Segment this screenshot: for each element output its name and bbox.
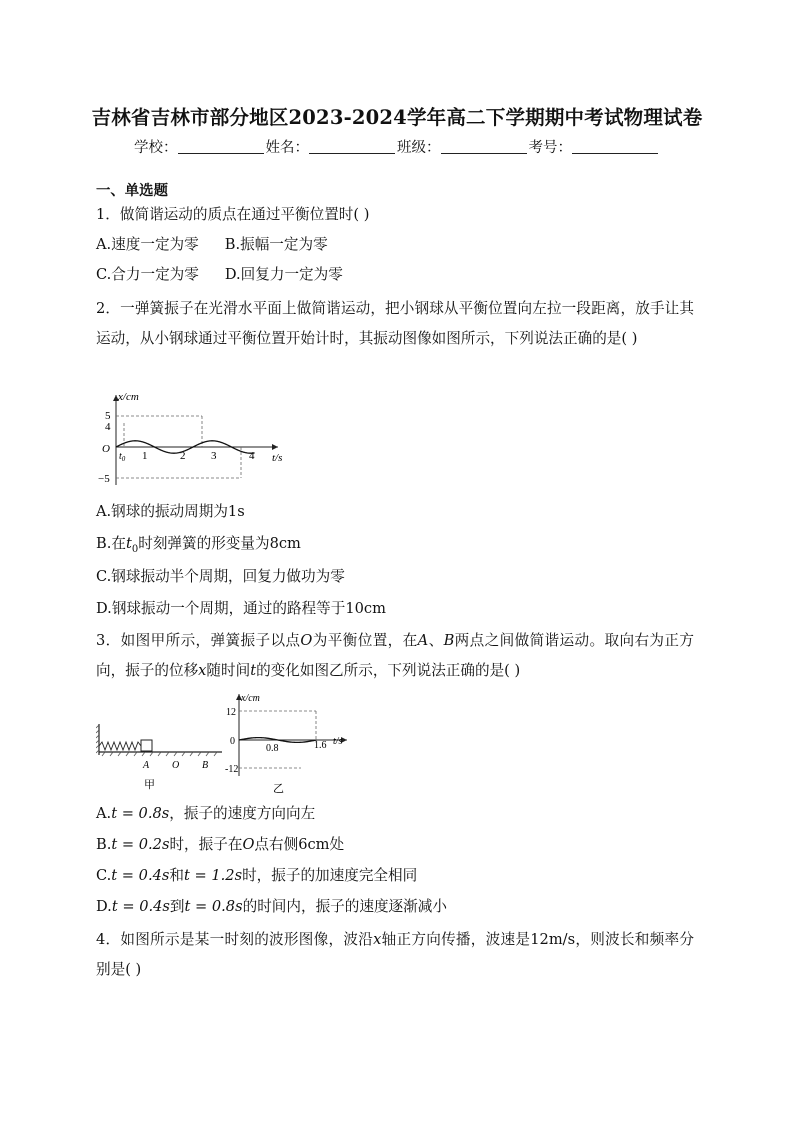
q1-option-a[interactable]: A.速度一定为零 (96, 236, 199, 253)
q3-option-d[interactable]: D.t = 0.4s到t = 0.8s的时间内，振子的速度逐渐减小 (96, 898, 447, 915)
q3-caption-yi: 乙 (273, 783, 284, 795)
q3-spring (99, 742, 141, 750)
q3-xtick-1.6: 1.6 (314, 740, 327, 751)
number-blank[interactable] (572, 139, 658, 154)
class-label: 班级： (397, 140, 441, 156)
q3-option-a[interactable]: A.t = 0.8s，振子的速度方向向左 (96, 805, 316, 822)
student-info-row (0, 136, 794, 157)
q2-xlabel: t/s (272, 452, 283, 464)
q4-stem: 4．如图所示是某一时刻的波形图像，波沿x轴正方向传播，波速是12m/s，则波长和频率分别是( ) (96, 931, 694, 978)
q1-stem: 1．做简谐运动的质点在通过平衡位置时( ) (96, 206, 370, 223)
q3-block (141, 740, 152, 751)
q3-ytick-12: 12 (226, 707, 236, 718)
q3-option-b[interactable]: B.t = 0.2s时，振子在O点右侧6cm处 (96, 836, 345, 853)
q3-ytick-neg12: -12 (225, 764, 239, 775)
q3-figure-yi (225, 688, 355, 798)
q3-label-a: A (143, 760, 150, 771)
name-label: 姓名： (265, 140, 309, 156)
q2-xtick-4: 4 (249, 450, 255, 462)
q3-figure-jia (96, 722, 226, 794)
q2-vibration-graph (98, 390, 288, 490)
q1-option-c[interactable]: C.合力一定为零 (96, 266, 199, 283)
number-label: 考号： (528, 140, 572, 156)
q1-option-b[interactable]: B.振幅一定为零 (224, 236, 328, 253)
section-heading: 一、单选题 (96, 182, 168, 199)
q3-label-b: B (202, 760, 209, 771)
q2-option-c[interactable]: C.钢球振动半个周期，回复力做功为零 (96, 568, 345, 585)
q2-option-b[interactable]: B.在$t_0$时刻弹簧的形变量为8cm (96, 535, 301, 555)
q1-option-d[interactable]: D.回复力一定为零 (224, 266, 343, 283)
q3-ytick-0: 0 (230, 736, 235, 747)
q3-xtick-0.8: 0.8 (266, 743, 279, 754)
name-blank[interactable] (309, 139, 395, 154)
school-label: 学校： (134, 140, 178, 156)
q3-label-o: O (172, 760, 180, 771)
q3-caption-jia: 甲 (144, 779, 155, 791)
q3-xlabel: t/s (333, 736, 343, 747)
q2-t0-label: $t_0$ (119, 451, 126, 463)
class-blank[interactable] (441, 139, 527, 154)
q2-option-a[interactable]: A.钢球的振动周期为1s (96, 503, 245, 520)
q2-xtick-2: 2 (180, 450, 186, 462)
q2-x-axis-arrow (272, 444, 278, 450)
q2-ytick-4: 4 (105, 421, 111, 433)
exam-title: 吉林省吉林市部分地区2023-2024学年高二下学期期中考试物理试卷 (91, 106, 703, 129)
q2-xtick-1: 1 (142, 450, 148, 462)
q1-options-row2 (96, 265, 343, 285)
q2-stem: 2．一弹簧振子在光滑水平面上做简谐运动，把小钢球从平衡位置向左拉一段距离，放手让其运动，从小钢球通过平衡位置开始计时，其振动图像如图所示，下列说法正确的是( ) (96, 300, 694, 347)
q2-ytick-neg5: −5 (98, 473, 110, 485)
q2-ytick-5: 5 (105, 410, 111, 422)
q3-stem: 3．如图甲所示，弹簧振子以点O为平衡位置，在A、B两点之间做简谐运动。取向右为正方向，振子的位移x随时间t的变化如图乙所示，下列说法正确的是( ) (96, 632, 694, 679)
q3-option-c[interactable]: C.t = 0.4s和t = 1.2s时，振子的加速度完全相同 (96, 867, 418, 884)
q2-ylabel: x/cm (118, 391, 139, 403)
school-blank[interactable] (178, 139, 264, 154)
q2-option-d[interactable]: D.钢球振动一个周期，通过的路程等于10cm (96, 600, 386, 617)
q3-ylabel: x/cm (241, 693, 260, 704)
q2-xtick-3: 3 (211, 450, 217, 462)
q2-origin: O (102, 443, 110, 455)
q1-options-row1 (96, 235, 328, 255)
